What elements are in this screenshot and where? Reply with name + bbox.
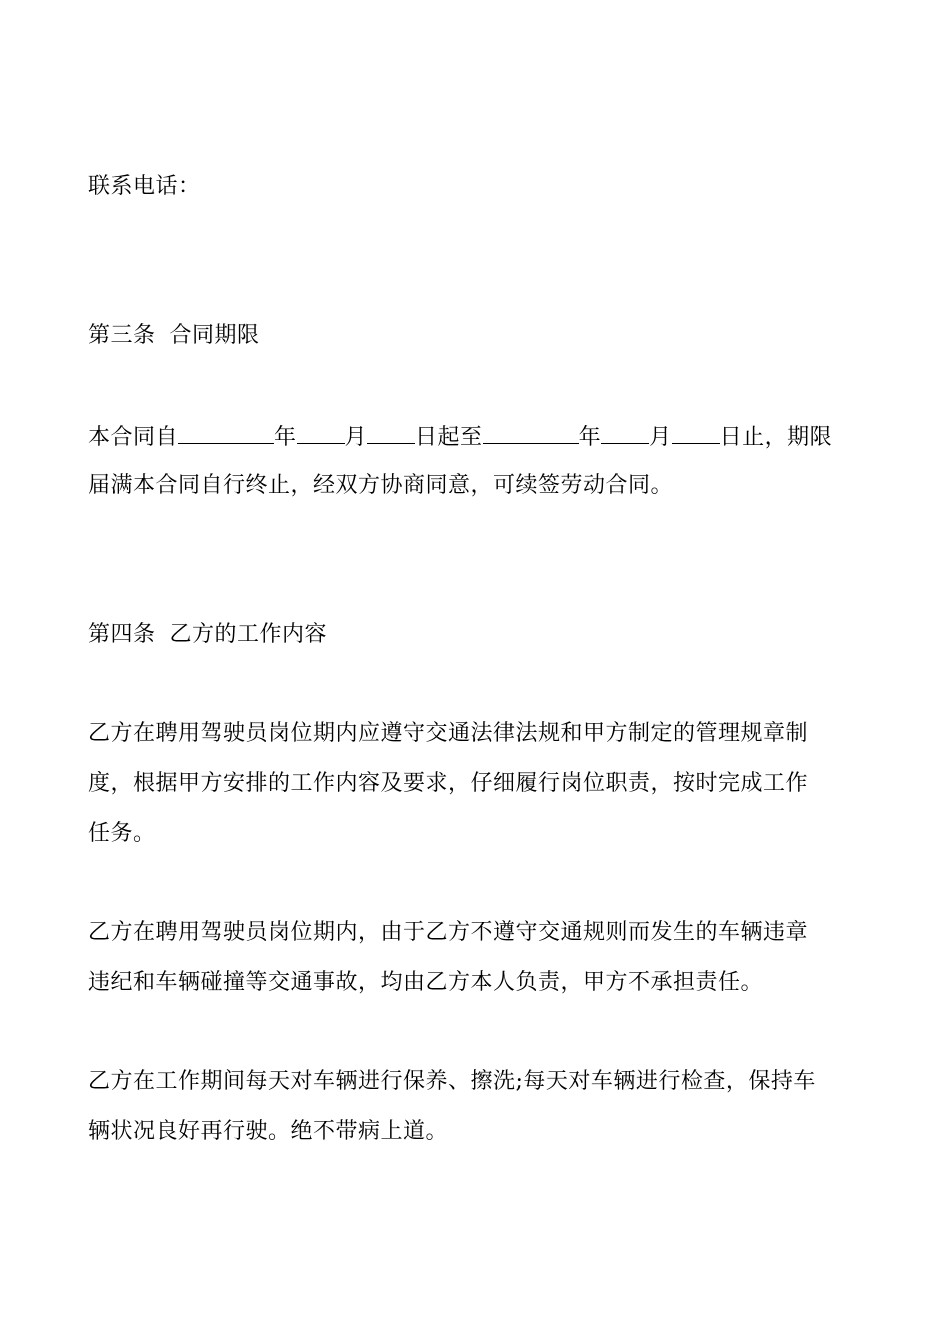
article-4-paragraph-3-line-1: 乙方在工作期间每天对车辆进行保养、擦洗;每天对车辆进行检查，保持车 [88, 1069, 816, 1094]
end-day-label: 日止，期限 [719, 425, 833, 450]
start-day-label: 日起至 [415, 425, 483, 450]
start-month-blank [297, 421, 345, 444]
term-from-label: 本合同自 [88, 425, 179, 450]
end-day-blank [672, 421, 720, 444]
contact-phone-label: 联系电话： [88, 174, 201, 199]
article-4-paragraph-1-line-1: 乙方在聘用驾驶员岗位期内应遵守交通法律法规和甲方制定的管理规章制 [88, 721, 809, 746]
article-4-number: 第四条 [88, 622, 156, 647]
article-3-paragraph-line-2: 届满本合同自行终止，经双方协商同意，可续签劳动合同。 [88, 473, 674, 498]
end-year-label: 年 [578, 425, 602, 450]
article-4-paragraph-2-line-2: 违纪和车辆碰撞等交通事故，均由乙方本人负责，甲方不承担责任。 [88, 970, 764, 995]
article-4-paragraph-1-line-2: 度，根据甲方安排的工作内容及要求，仔细履行岗位职责，按时完成工作 [88, 771, 809, 796]
article-4-paragraph-3-line-2: 辆状况良好再行驶。绝不带病上道。 [88, 1119, 449, 1144]
article-3-paragraph-line-1 [88, 421, 868, 453]
start-year-label: 年 [274, 425, 297, 450]
article-3-number: 第三条 [88, 323, 156, 348]
end-month-label: 月 [649, 425, 672, 450]
end-year-blank [483, 421, 579, 444]
article-3-title: 合同期限 [169, 323, 260, 348]
article-4-paragraph-2-line-1: 乙方在聘用驾驶员岗位期内，由于乙方不遵守交通规则而发生的车辆违章 [88, 920, 809, 945]
article-4-paragraph-1-line-3: 任务。 [88, 821, 156, 846]
article-4-heading [88, 620, 868, 650]
end-month-blank [601, 421, 649, 444]
start-day-blank [367, 421, 415, 444]
start-month-label: 月 [344, 425, 368, 450]
article-4-title: 乙方的工作内容 [169, 622, 328, 647]
start-year-blank [178, 421, 274, 444]
article-3-heading [88, 321, 868, 351]
